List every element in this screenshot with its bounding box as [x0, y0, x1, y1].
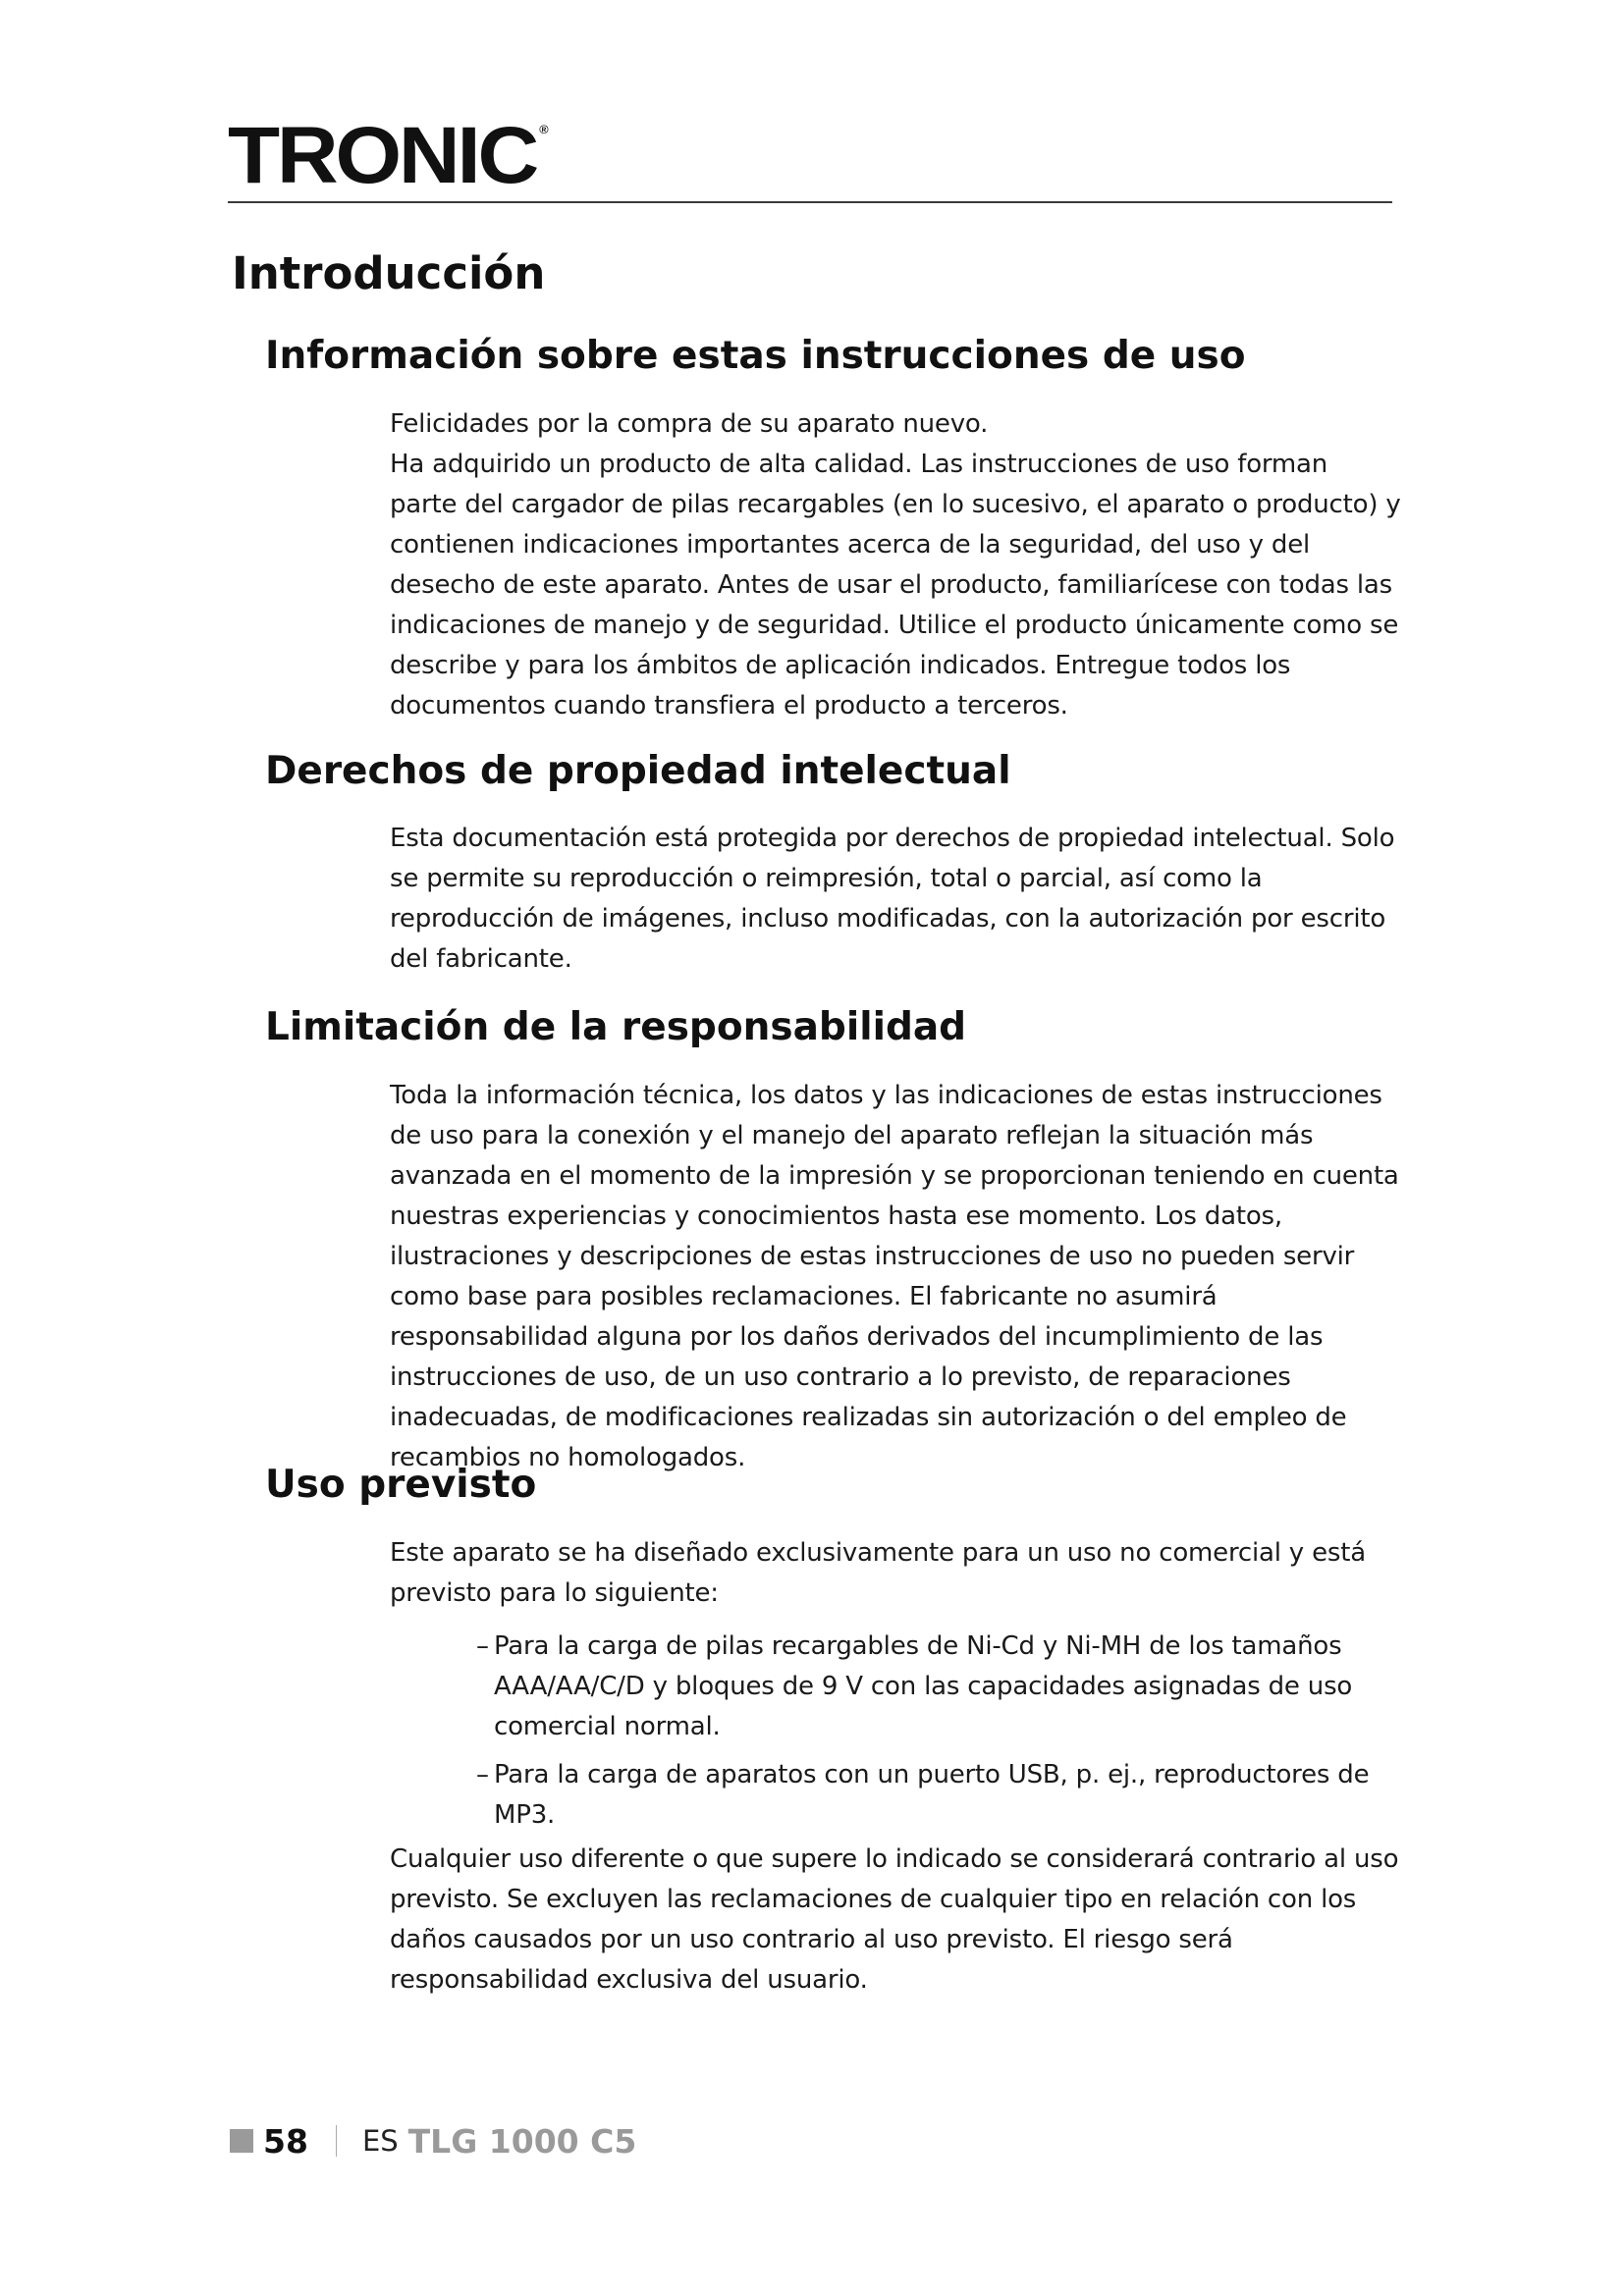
list-item: – Para la carga de pilas recargables de Ni-Cd y Ni-MH de los tamaños AAA/AA/C/D y bloques de 9 V con las capacidades asignadas de uso comercial normal. [478, 1627, 1401, 1747]
paragraph: Cualquier uso diferente o que supere lo indicado se considerará contrario al uso previsto. Se excluyen las reclamaciones de cualquier tipo en relación con los daños causados por un uso contrario al uso previsto. El riesgo será responsabilidad exclusiva del usuario. [390, 1844, 1399, 1995]
section-intro-intended-use [390, 1533, 1401, 1614]
dash-bullet: – [476, 1631, 489, 1661]
brand-logo: TRONIC ® [228, 111, 549, 200]
paragraph: Ha adquirido un producto de alta calidad. Las instrucciones de uso forman parte del cargador de pilas recargables (en lo sucesivo, el aparato o producto) y contienen indicaciones importantes acerca de la seguridad, del uso y del desecho de este aparato. Antes de usar el producto, familiarícese con todas las indicaciones de manejo y de seguridad. Utilice el producto únicamente como se describe y para los ámbitos de aplicación indicados. Entregue todos los documentos cuando transfiera el producto a terceros. [390, 450, 1401, 721]
section-body-liability [390, 1076, 1401, 1478]
page-header [228, 111, 1392, 200]
model-number: TLG 1000 C5 [407, 2121, 637, 2161]
section-heading-liability: Limitación de la responsabilidad [265, 1005, 967, 1049]
intended-use-list [478, 1627, 1401, 1843]
paragraph: Toda la información técnica, los datos y las indicaciones de estas instrucciones de uso para la conexión y el manejo del aparato reflejan la situación más avanzada en el momento de la impresión y se proporcionan teniendo en cuenta nuestras experiencias y conocimientos hasta ese momento. Los datos, ilustraciones y descripciones de estas instrucciones de uso no pueden servir como base para posibles reclamaciones. El fabricante no asumirá responsabilidad alguna por los daños derivados del incumplimiento de las instrucciones de uso, de un uso contrario a lo previsto, de reparaciones inadecuadas, de modificaciones realizadas sin autorización o del empleo de recambios no homologados. [390, 1081, 1399, 1472]
list-item: – Para la carga de aparatos con un puerto USB, p. ej., reproductores de MP3. [478, 1755, 1401, 1836]
square-marker-icon [230, 2129, 253, 2153]
page-title: Introducción [232, 247, 546, 299]
paragraph: Este aparato se ha diseñado exclusivamente para un uso no comercial y está previsto para lo siguiente: [390, 1538, 1366, 1608]
page-footer [230, 2121, 636, 2161]
language-code: ES [361, 2124, 399, 2158]
section-heading-copyright: Derechos de propiedad intelectual [265, 749, 1011, 793]
section-outro-intended-use [390, 1840, 1401, 2001]
page-number: 58 [263, 2121, 308, 2161]
section-heading-info: Información sobre estas instrucciones de uso [265, 334, 1246, 378]
paragraph: Esta documentación está protegida por derechos de propiedad intelectual. Solo se permite su reproducción o reimpresión, total o parcial, así como la reproducción de imágenes, incluso modificadas, con la autorización por escrito del fabricante. [390, 824, 1395, 974]
dash-bullet: – [476, 1760, 489, 1789]
section-heading-intended-use: Uso previsto [265, 1463, 537, 1507]
paragraph: Felicidades por la compra de su aparato nuevo. [390, 409, 989, 439]
section-body-info [390, 404, 1401, 726]
footer-divider [336, 2125, 337, 2157]
section-body-copyright [390, 819, 1401, 980]
header-rule [228, 201, 1392, 203]
